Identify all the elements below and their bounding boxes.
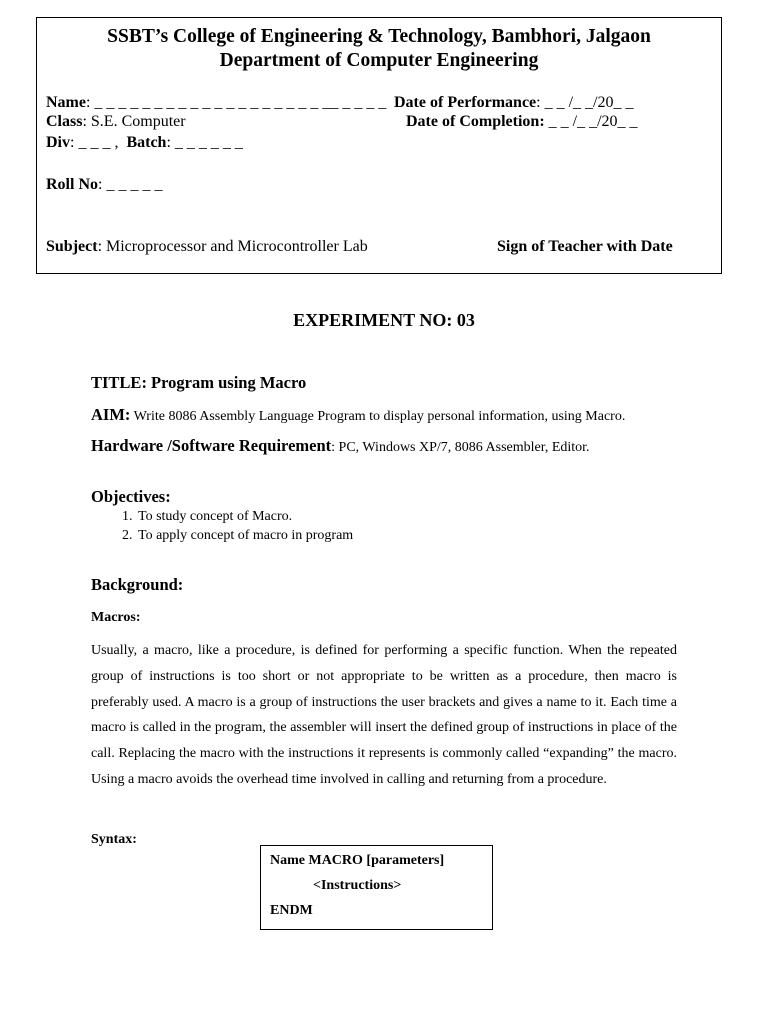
date-performance-value: : _ _ /_ _/20_ _ (536, 94, 634, 111)
objectives-heading: Objectives: (91, 487, 171, 506)
experiment-title: TITLE: Program using Macro (91, 373, 307, 392)
syntax-heading: Syntax: (91, 832, 137, 847)
syntax-line: ENDM (270, 903, 313, 918)
objectives-list (113, 507, 353, 545)
name-field (46, 93, 386, 113)
name-label: Name (46, 94, 86, 111)
hardware-software-line (91, 436, 590, 456)
subject-field (46, 237, 368, 257)
hardware-software-text: : PC, Windows XP/7, 8086 Assembler, Editor. (331, 440, 590, 455)
date-performance-field (394, 93, 634, 113)
roll-no-label: Roll No (46, 176, 98, 193)
subject-value: : Microprocessor and Microcontroller Lab (97, 238, 368, 255)
roll-no-field (46, 175, 162, 195)
aim-label: AIM: (91, 405, 131, 424)
date-performance-label: Date of Performance (394, 94, 537, 111)
sign-label: Sign of Teacher with Date (497, 238, 673, 255)
roll-no-value: : _ _ _ _ _ (98, 176, 163, 193)
class-field (46, 112, 186, 132)
objective-item: 1. To study concept of Macro. (136, 507, 353, 526)
sign-field (497, 237, 673, 257)
aim-line (91, 405, 625, 425)
syntax-line: <Instructions> (313, 878, 402, 893)
aim-text: Write 8086 Assembly Language Program to display personal information, using Macro. (130, 409, 626, 424)
batch-value: : _ _ _ _ _ _ (166, 134, 243, 151)
subject-label: Subject (46, 238, 98, 255)
class-value: : S.E. Computer (82, 113, 186, 130)
college-name: SSBT’s College of Engineering & Technology, Bambhori, Jalgaon (107, 26, 651, 47)
objective-item: 2. To apply concept of macro in program (136, 526, 353, 545)
name-value: : _ _ _ _ _ _ _ _ _ _ _ _ _ _ _ _ _ _ _ __ _ _ _ _ (85, 94, 387, 111)
macros-heading: Macros: (91, 610, 141, 625)
macros-paragraph: Usually, a macro, like a procedure, is defined for performing a specific function. When the repeated group of instructions is too short or not appropriate to be written as a procedure, then macro is preferably used. A macro is a group of instructions the user brackets and gives a name to it. Each time a macro is called in the program, the assembler will insert the defined group of instructions in place of the call. Replacing the macro with the instructions it represents is commonly called “expanding” the macro. Using a macro avoids the overhead time involved in calling and returning from a procedure. (91, 643, 677, 787)
background-heading: Background: (91, 575, 184, 594)
syntax-box (260, 845, 493, 930)
div-label: Div (46, 134, 70, 151)
header-box (36, 17, 722, 274)
class-label: Class (46, 113, 83, 130)
div-value: : _ _ _ , (70, 134, 127, 151)
department-name: Department of Computer Engineering (219, 50, 539, 71)
batch-label: Batch (126, 134, 167, 151)
date-completion-field (406, 112, 638, 132)
syntax-line: Name MACRO [parameters] (270, 853, 445, 868)
div-batch-field (46, 133, 243, 153)
hardware-software-label: Hardware /Software Requirement (91, 436, 332, 455)
experiment-number: EXPERIMENT NO: 03 (293, 310, 475, 330)
date-completion-label: Date of Completion: (406, 113, 545, 130)
date-completion-value: _ _ /_ _/20_ _ (544, 113, 638, 130)
